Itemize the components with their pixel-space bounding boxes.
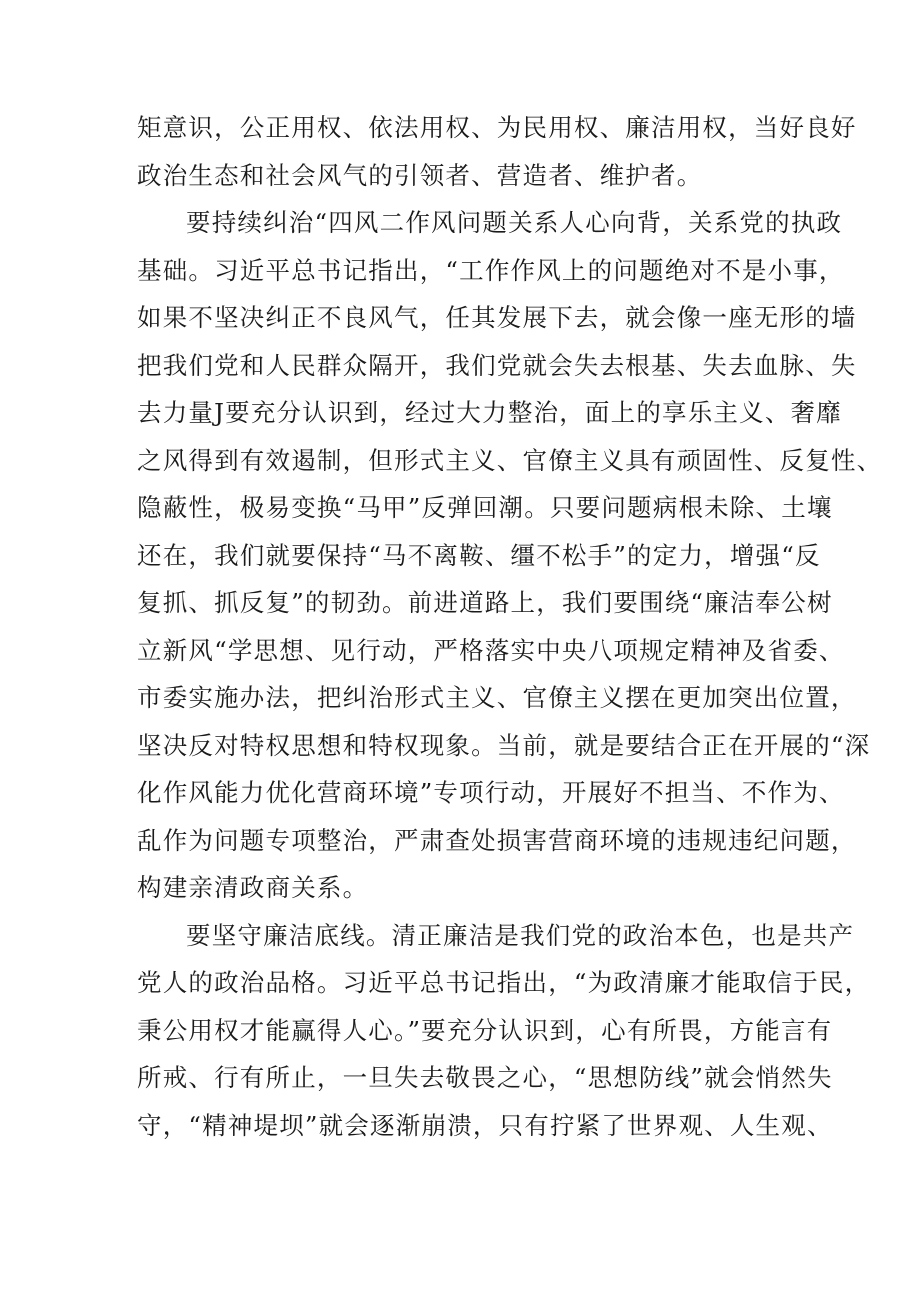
text-line: 化作风能力优化营商环境”专项行动，开展好不担当、不作为、 — [137, 778, 845, 807]
text-line: 去力量J要充分认识到，经过大力整治，面上的享乐主义、奢靡 — [137, 398, 842, 427]
text-line: 隐蔽性，极易变换“马甲”反弹回潮。只要问题病根未除、土壤 — [137, 493, 833, 522]
text-line: 还在，我们就要保持“马不离鞍、缰不松手”的定力，增强“反 — [137, 540, 821, 570]
text-line: 立新风“学思想、见行动，严格落实中央八项规定精神及省委、 — [137, 635, 845, 665]
text-line: 政治生态和社会风气的引领者、营造者、维护者。 — [137, 160, 703, 190]
text-line-indented: 要坚守廉洁底线。清正廉洁是我们党的政治本色，也是共产 — [186, 920, 855, 950]
text-line: 坚决反对特权思想和特权现象。当前，就是要结合正在开展的“深 — [137, 730, 871, 760]
text-line: 市委实施办法，把纠治形式主义、官僚主义摆在更加突出位置， — [137, 683, 857, 712]
text-line: 守，“精神堤坝”就会逐渐崩溃，只有拧紧了世界观、人生观、 — [137, 1110, 833, 1140]
text-line: 秉公用权才能赢得人心。”要充分认识到，心有所畏，方能言有 — [137, 1015, 833, 1045]
text-line: 之风得到有效遏制，但形式主义、官僚主义具有顽固性、反复性、 — [137, 445, 883, 475]
text-line: 乱作为问题专项整治，严肃查处损害营商环境的违规违纪问题， — [137, 825, 857, 855]
text-line: 党人的政治品格。习近平总书记指出，“为政清廉才能取信于民， — [137, 968, 871, 997]
paragraph-3 — [137, 912, 920, 1150]
text-line: 所戒、行有所止，一旦失去敬畏之心，“思想防线”就会悄然失 — [137, 1063, 833, 1092]
paragraph-2 — [137, 199, 920, 912]
text-line: 基础。习近平总书记指出，“工作作风上的问题绝对不是小事， — [137, 255, 845, 285]
text-line: 复抓、抓反复”的韧劲。前进道路上，我们要围绕“廉洁奉公树 — [137, 588, 833, 617]
text-line-indented: 要持续纠治“四风二作风问题关系人心向背，关系党的执政 — [186, 208, 843, 237]
paragraph-1 — [137, 104, 920, 199]
text-line: 构建亲清政商关系。 — [137, 873, 369, 902]
text-line: 把我们党和人民群众隔开，我们党就会失去根基、失去血脉、失 — [137, 350, 857, 380]
text-line: 矩意识，公正用权、依法用权、为民用权、廉洁用权，当好良好 — [137, 113, 857, 142]
text-line: 如果不坚决纠正不良风气，任其发展下去，就会像一座无形的墙 — [137, 303, 857, 332]
